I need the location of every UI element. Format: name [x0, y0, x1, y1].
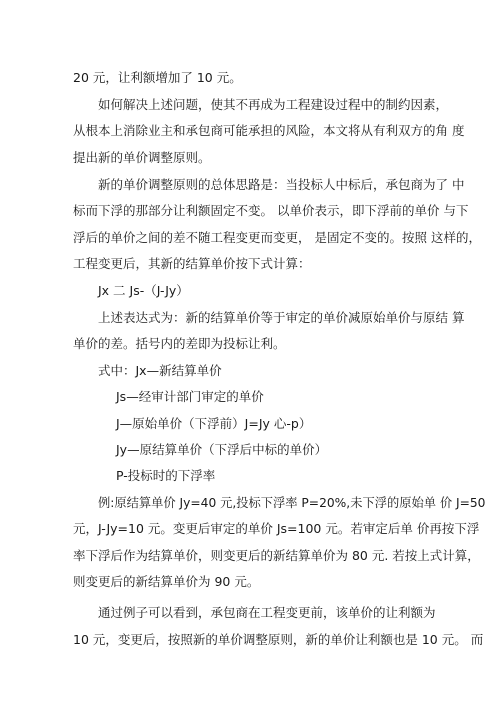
definition-js: Js—经审计部门审定的单价 — [116, 389, 264, 404]
definition-j: J—原始单价（下浮前）J=Jy 心-p） — [116, 416, 312, 431]
text-line-6: 标而下浮的那部分让利额固定不变。 以单价表示，即下浮前的单价 与下 — [73, 203, 469, 218]
text-line-21: 通过例子可以看到，承包商在工程变更前，该单价的让利额为 — [98, 605, 436, 620]
text-line-22: 10 元，变更后，按照新的单价调整原则，新的单价让利额也是 10 元。 而 — [73, 632, 484, 647]
text-line-17: 例:原结算单价 Jy=40 元,投标下浮率 P=20%,未下浮的原始单 价 J=50 — [98, 496, 486, 510]
text-line-20: 则变更后的新结算单价为 90 元。 — [73, 574, 260, 589]
text-line-10: 上述表达式为：新的结算单价等于审定的单价减原始单价与原结 算 — [98, 310, 465, 325]
text-line-7: 浮后的单价之间的差不随工程变更而变更， 是固定不变的。按照 这样的， — [73, 230, 481, 245]
text-line-1: 20 元，让利额增加了 10 元。 — [73, 70, 242, 85]
formula-line: Jx 二 Js-（J-Jy） — [98, 283, 189, 298]
text-line-8: 工程变更后，其新的结算单价按下式计算： — [73, 256, 311, 271]
text-line-19: 率下浮后作为结算单价，则变更后的新结算单价为 80 元. 若按上式计算， — [73, 548, 480, 563]
definition-jy: Jy—原结算单价（下浮后中标的单价） — [116, 442, 328, 457]
text-line-3: 从根本上消除业主和承包商可能承担的风险，本文将从有利双方的角 度 — [73, 123, 465, 138]
text-line-18: 元，J-Jy=10 元。变更后审定的单价 Js=100 元。若审定后单 价再按下浮 — [73, 521, 480, 536]
text-line-4: 提出新的单价调整原则。 — [73, 150, 211, 165]
definition-p: P-投标时的下浮率 — [116, 468, 216, 483]
text-line-11: 单价的差。括号内的差即为投标让利。 — [73, 336, 286, 351]
text-line-5: 新的单价调整原则的总体思路是：当投标人中标后，承包商为了 中 — [98, 177, 465, 192]
text-line-2: 如何解决上述问题，使其不再成为工程建设过程中的制约因素， — [98, 97, 449, 112]
definition-jx: 式中：Jx—新结算单价 — [98, 363, 222, 378]
